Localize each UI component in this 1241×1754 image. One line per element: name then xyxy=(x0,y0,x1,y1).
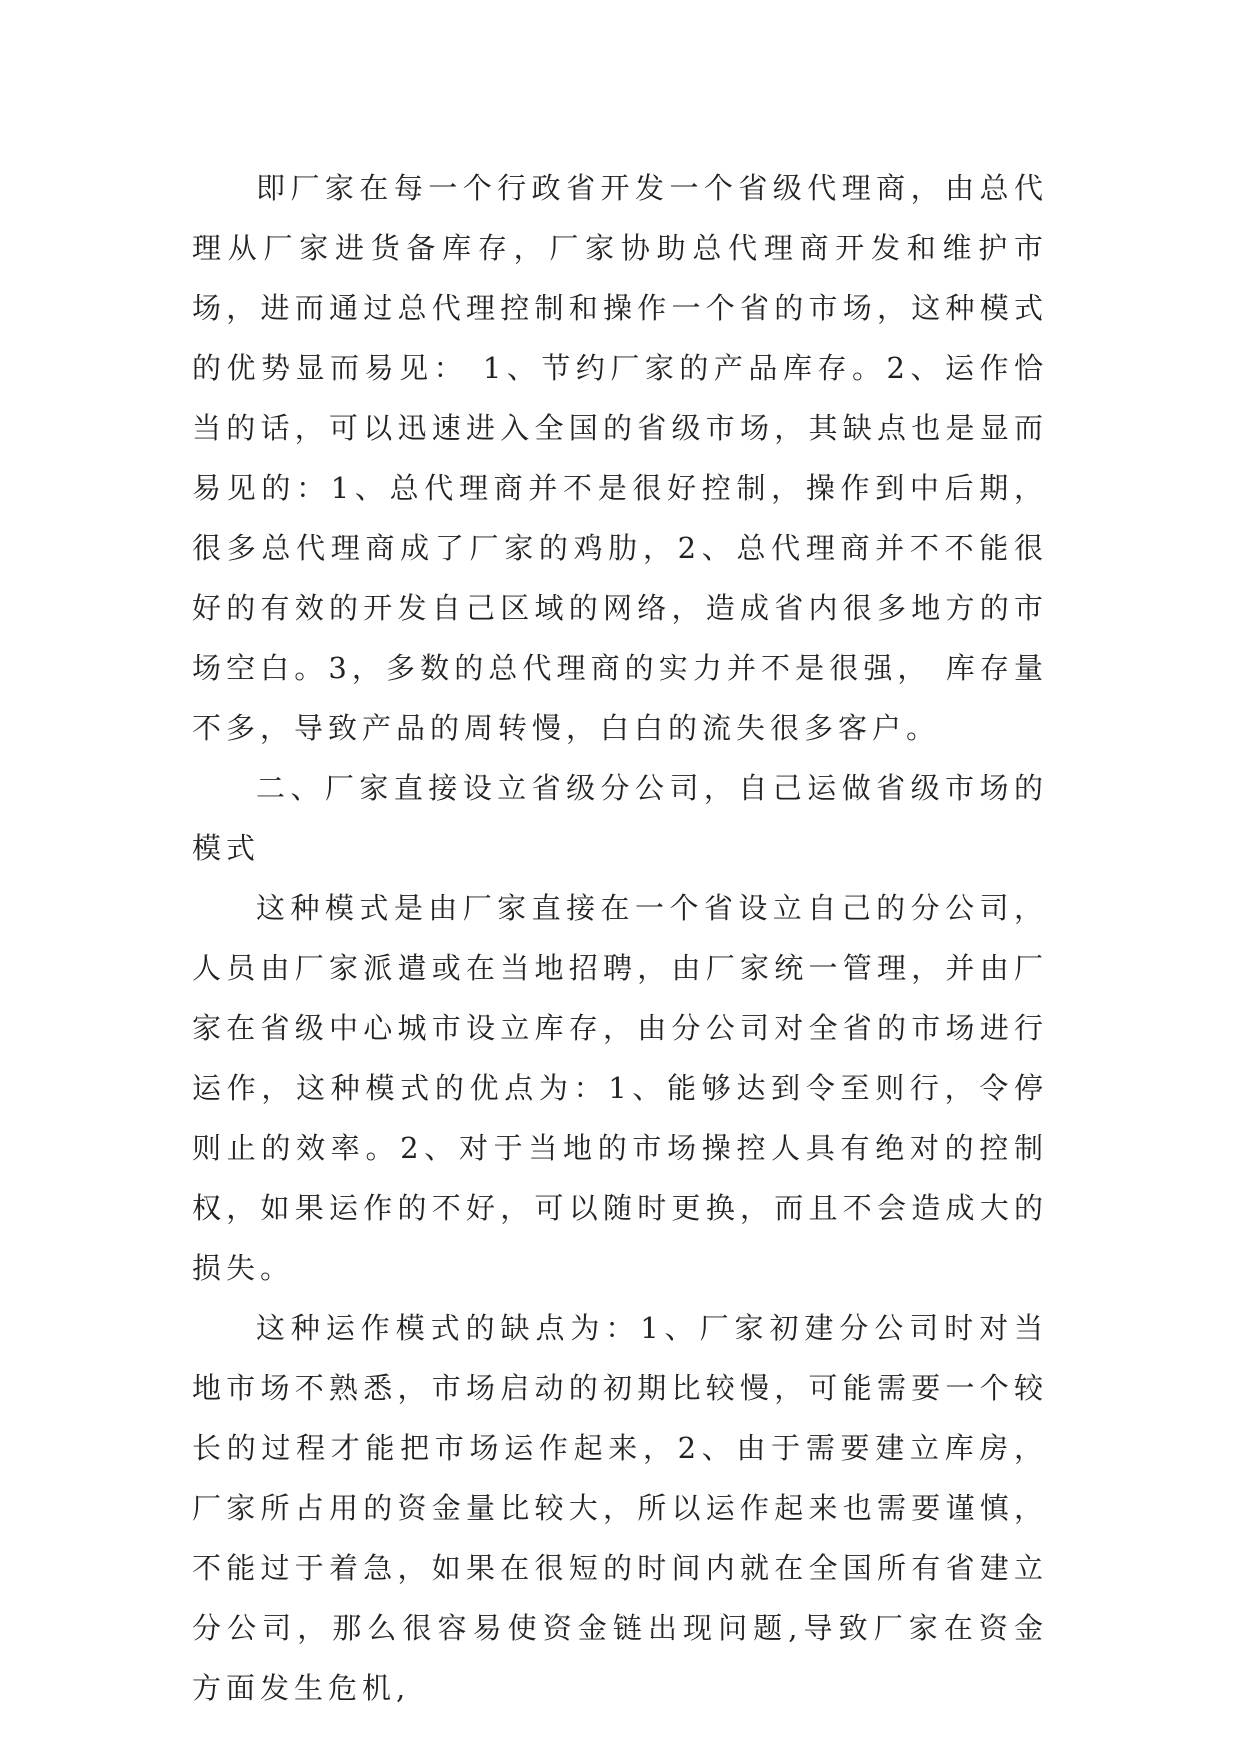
paragraph-branch-advantages: 这种模式是由厂家直接在一个省设立自己的分公司，人员由厂家派遣或在当地招聘，由厂家统一管理，并由厂家在省级中心城市设立库存，由分公司对全省的市场进行运作，这种模式的优点为：1、能够达到令至则行，令停则止的效率。2、对于当地的市场操控人具有绝对的控制权，如果运作的不好，可以随时更换，而且不会造成大的损失。 xyxy=(192,891,1048,1285)
paragraph-branch-disadvantages: 这种运作模式的缺点为：1、厂家初建分公司时对当地市场不熟悉，市场启动的初期比较慢，可能需要一个较长的过程才能把市场运作起来，2、由于需要建立库房，厂家所占用的资金量比较大，所以运作起来也需要谨慎，不能过于着急，如果在很短的时间内就在全国所有省建立分公司，那么很容易使资金链出现问题,导致厂家在资金方面发生危机, xyxy=(192,1311,1048,1705)
paragraph-province-agent: 即厂家在每一个行政省开发一个省级代理商，由总代理从厂家进货备库存，厂家协助总代理商开发和维护市场，进而通过总代理控制和操作一个省的市场，这种模式的优势显而易见： 1、节约厂家的产品库存。2、运作恰当的话，可以迅速进入全国的省级市场，其缺点也是显而易见的：1、总代理商并不是很好控制，操作到中后期，很多总代理商成了厂家的鸡肋，2、总代理商并不不能很好的有效的开发自己区域的网络，造成省内很多地方的市场空白。3，多数的总代理商的实力并不是很强， 库存量不多，导致产品的周转慢，白白的流失很多客户。 xyxy=(192,171,1048,745)
document-body xyxy=(192,158,1048,1718)
heading-branch-company: 二、厂家直接设立省级分公司，自己运做省级市场的模式 xyxy=(192,771,1048,865)
